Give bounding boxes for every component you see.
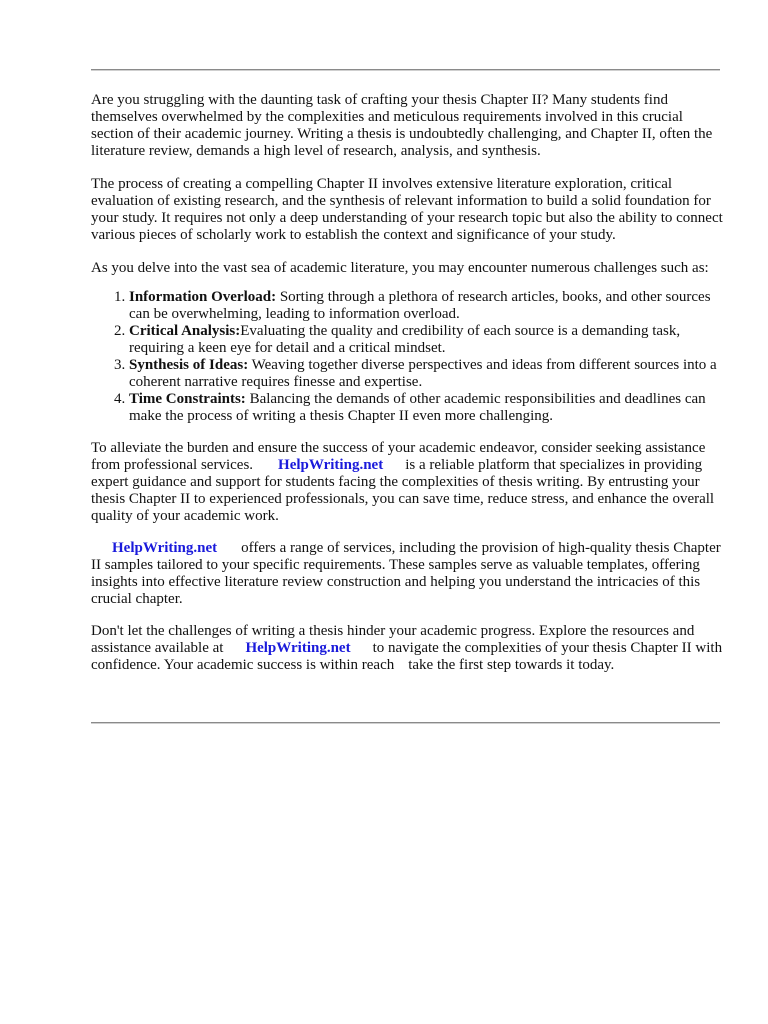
intro-paragraph: Are you struggling with the daunting task of crafting your thesis Chapter II? Many students find themselves overwhelmed by the complexities and meticulous requirements involved in this crucial section of their academic journey. Writing a thesis is undoubtedly challenging, and Chapter II, often the literature review, demands a high level of research, analysis, and synthesis. (91, 92, 713, 159)
list-item-text: Weaving together diverse perspectives and ideas from different sources into a coherent narrative requires finesse and expertise. (129, 357, 717, 390)
list-item-text: Evaluating the quality and credibility of each source is a demanding task, requiring a keen eye for detail and a critical mindset. (129, 323, 681, 356)
helpwriting-link[interactable]: HelpWriting.net (112, 540, 218, 556)
process-paragraph: The process of creating a compelling Chapter II involves extensive literature exploration, critical evaluation of existing research, and the synthesis of relevant information to build a solid foundation for your study. It requires not only a deep understanding of your research topic but also the ability to connect various pieces of scholarly work to establish the context and significance of your study. (91, 176, 723, 243)
list-item-title: Synthesis of Ideas: (129, 357, 249, 373)
list-item-text: Sorting through a plethora of research articles, books, and other sources can be overwhelming, leading to information overload. (129, 289, 711, 322)
closing-text-mid: to navigate the complexities of your thesis Chapter II with confidence. Your academic success is within reach (91, 640, 723, 673)
bottom-divider (91, 722, 720, 724)
helpwriting-link[interactable]: HelpWriting.net (278, 457, 384, 473)
list-item-title: Critical Analysis: (129, 323, 241, 339)
closing-text-before: Don't let the challenges of writing a thesis hinder your academic progress. Explore the resources and assistance available at (91, 623, 695, 656)
top-divider (91, 69, 720, 71)
closing-paragraph (91, 623, 725, 674)
services-paragraph (91, 540, 725, 608)
list-item-title: Time Constraints: (129, 391, 246, 407)
assistance-text-after: is a reliable platform that specializes in providing expert guidance and support for students facing the complexities of thesis writing. By entrusting your thesis Chapter II to experienced professionals, you can save time, reduce stress, and enhance the overall quality of your academic work. (91, 457, 715, 524)
list-item (129, 357, 725, 391)
challenges-list (91, 289, 725, 425)
assistance-paragraph (91, 440, 725, 525)
list-item-text: Balancing the demands of other academic responsibilities and deadlines can make the process of writing a thesis Chapter II even more challenging. (129, 391, 706, 424)
document-body (91, 92, 725, 689)
challenges-intro-paragraph: As you delve into the vast sea of academic literature, you may encounter numerous challenges such as: (91, 260, 709, 276)
list-item (129, 391, 725, 425)
list-item (129, 323, 725, 357)
services-text: offers a range of services, including the provision of high-quality thesis Chapter II samples tailored to your specific requirements. These samples serve as valuable templates, offering insights into effective literature review construction and helping you understand the intricacies of this crucial chapter. (91, 540, 721, 607)
list-item (129, 289, 725, 323)
helpwriting-link[interactable]: HelpWriting.net (245, 640, 351, 656)
assistance-text-before: To alleviate the burden and ensure the success of your academic endeavor, consider seeking assistance from professional services. (91, 440, 706, 473)
closing-text-end: take the first step towards it today. (408, 657, 615, 673)
list-item-title: Information Overload: (129, 289, 277, 305)
